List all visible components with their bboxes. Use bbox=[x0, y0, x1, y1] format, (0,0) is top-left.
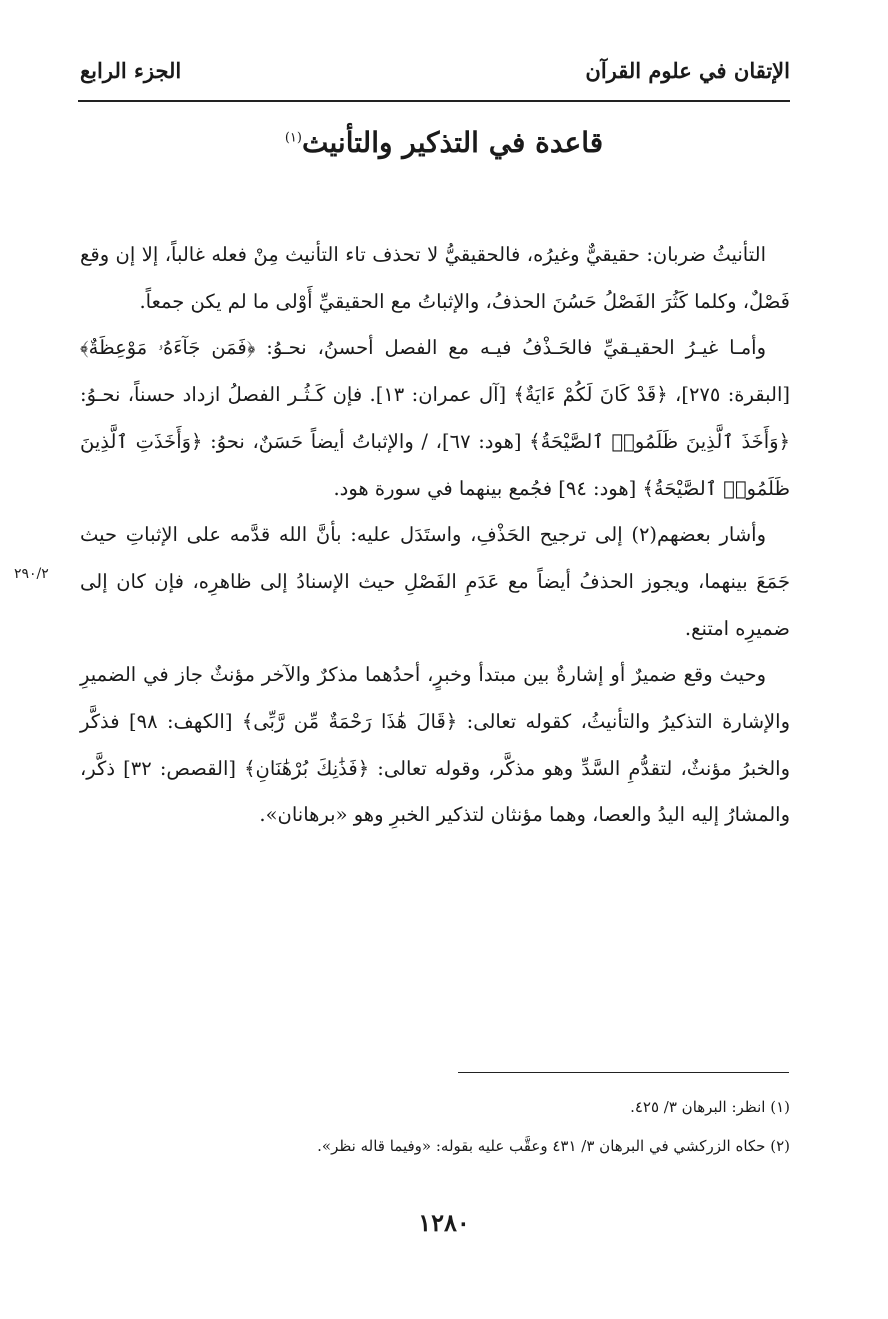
header-rule bbox=[78, 100, 790, 102]
paragraph: وحيث وقع ضميرٌ أو إشارةٌ بين مبتدأ وخبرٍ، أحدُهما مذكرٌ والآخر مؤنثٌ جاز في الضميرِ والإشارة التذكيرُ والتأنيثُ، كقوله تعالى: ﴿قَالَ هَٰذَا رَحْمَةٌ مِّن رَّبِّى﴾ [الكهف: ٩٨] فذكَّر والخبرُ مؤنثٌ، لتقدُّمِ السَّدِّ وهو مذكَّر، وقوله تعالى: ﴿فَذَٰنِكَ بُرْهَٰنَانِ﴾ [القصص: ٣٢] ذكَّر، والمشارُ إليه اليدُ والعصا، وهما مؤنثان لتذكير الخبرِ وهو «برهانان». bbox=[80, 663, 790, 827]
main-text bbox=[80, 232, 790, 839]
running-header-volume: الجزء الرابع bbox=[80, 58, 182, 83]
title-footnote-ref: (١) bbox=[284, 130, 302, 146]
running-header-book-title: الإتقان في علوم القرآن bbox=[585, 58, 790, 83]
footnote: (١) انظر: البرهان ٣/ ٤٢٥. bbox=[630, 1098, 790, 1116]
section-title bbox=[0, 126, 888, 159]
paragraph: وأشار بعضهم(٢) إلى ترجيح الحَذْفِ، واستَدَل عليه: بأنَّ الله قدَّمه على الإثباتِ حيث جَمَعَ بينهما، ويجوز الحذفُ أيضاً مع عَدَمِ الفَصْلِ حيث الإسنادُ إلى ظاهرِه، فإن كان إلى ضميرِه امتنع. bbox=[80, 523, 790, 640]
footnote: (٢) حكاه الزركشي في البرهان ٣/ ٤٣١ وعقَّب عليه بقوله: «وفيما قاله نظر». bbox=[317, 1137, 790, 1155]
footnote-rule bbox=[458, 1072, 789, 1073]
paragraph: وأمـا غيـرُ الحقيـقيِّ فالحَـذْفُ فيـه مع الفصل أحسنُ، نحـوُ: ﴿فَمَن جَآءَهُۥ مَوْعِظَةٌ﴾ [البقرة: ٢٧٥]، ﴿قَدْ كَانَ لَكُمْ ءَايَةٌ﴾ [آل عمران: ١٣]. فإن كَـثُـر الفصلُ ازداد حسناً، نحـوُ: ﴿وَأَخَذَ ٱلَّذِينَ ظَلَمُوا۟ ٱلصَّيْحَةُ﴾ [هود: ٦٧]، / والإثباتُ أيضاً حَسَنٌ، نحوُ: ﴿وَأَخَذَتِ ٱلَّذِينَ ظَلَمُوا۟ ٱلصَّيْحَةُ﴾ [هود: ٩٤] فجُمع بينهما في سورة هود. bbox=[80, 336, 790, 500]
paragraph: التأنيثُ ضربان: حقيقيٌّ وغيرُه، فالحقيقيُّ لا تحذف تاء التأنيث مِنْ فعله غالباً، إلا إن وقع فَصْلٌ، وكلما كَثُرَ الفَصْلُ حَسُنَ الحذفُ، والإثباتُ مع الحقيقيِّ أَوْلى ما لم يكن جمعاً. bbox=[80, 243, 790, 313]
section-title-text: قاعدة في التذكير والتأنيث bbox=[301, 126, 604, 159]
margin-page-reference: ٢٩٠/٢ bbox=[14, 566, 49, 582]
page-number: ١٢٨٠ bbox=[418, 1208, 470, 1237]
